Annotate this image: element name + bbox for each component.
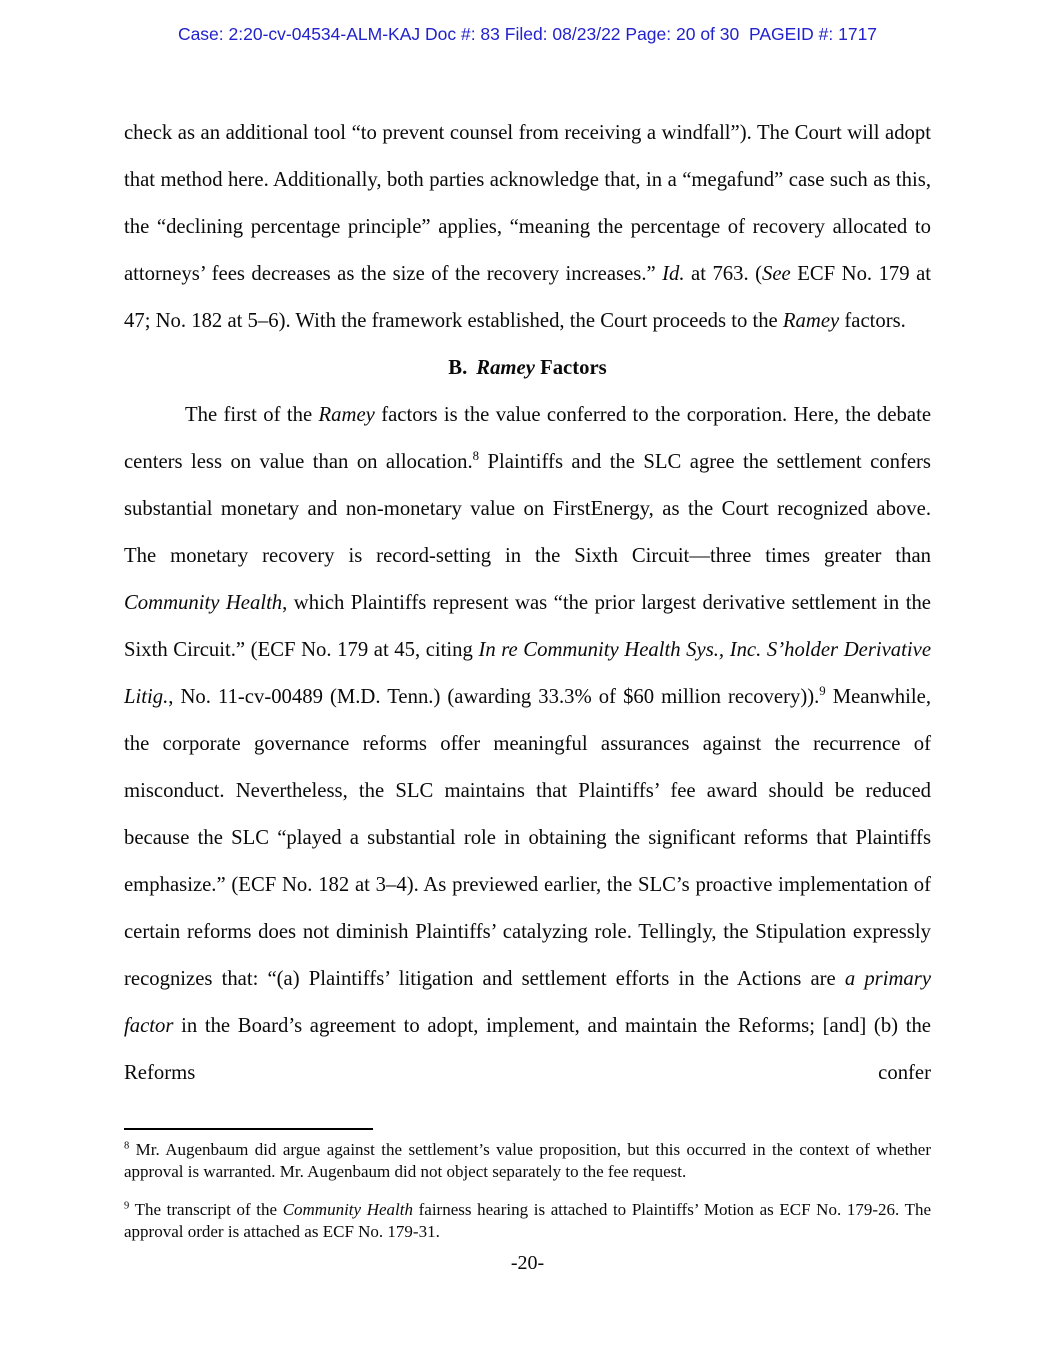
body-paragraph-2: The first of the Ramey factors is the value conferred to the corporation. Here, the debate centers less on value than on allocation.$^8$ Plaintiffs and the SLC agree the settlement confers substantial monetary and non-monetary value on FirstEnergy, as the Court recognized above. The monetary recovery is record-setting in the Sixth Circuit—three times greater than Community Health, which Plaintiffs represent was “the prior largest derivative settlement in the Sixth Circuit.” (ECF No. 179 at 45, citing In re Community Health Sys., Inc. S’holder Derivative Litig., No. 11-cv-00489 (M.D. Tenn.) (awarding 33.3% of $60 million recovery)).$^9$ Meanwhile, the corporate governance reforms offer meaningful assurances against the recurrence of misconduct. Nevertheless, the SLC maintains that Plaintiffs’ fee award should be reduced because the SLC “played a substantial role in obtaining the significant reforms that Plaintiffs emphasize.” (ECF No. 182 at 3–4). As previewed earlier, the SLC’s proactive implementation of certain reforms does not diminish Plaintiffs’ catalyzing role. Tellingly, the Stipulation expressly recognizes that: “(a) Plaintiffs’ litigation and settlement efforts in the Actions are a primary factor in the Board’s agreement to adopt, implement, and maintain the Reforms; [and] (b) the Reforms confer bbox=[124, 404, 932, 1084]
document-body bbox=[124, 110, 931, 1097]
case-stamp-header: Case: 2:20-cv-04534-ALM-KAJ Doc #: 83 Filed: 08/23/22 Page: 20 of 30 PAGEID #: 1717 bbox=[177, 24, 878, 44]
section-heading-number: B. bbox=[448, 357, 468, 379]
body-paragraph-1: check as an additional tool “to prevent counsel from receiving a windfall”). The Court will adopt that method here. Additionally, both parties acknowledge that, in a “megafund” case such as this, the “declining percentage principle” applies, “meaning the percentage of recovery allocated to attorneys’ fees decreases as the size of the recovery increases.” Id. at 763. (See ECF No. 179 at 47; No. 182 at 5–6). With the framework established, the Court proceeds to the Ramey factors. bbox=[124, 122, 932, 332]
footnote-8: $^8$ Mr. Augenbaum did argue against the settlement’s value proposition, but this occurred in the context of whether approval is warranted. Mr. Augenbaum did not object separately to the fee request. bbox=[124, 1140, 931, 1181]
footnote-section bbox=[124, 1128, 931, 1242]
section-heading-case-name: Ramey bbox=[476, 357, 535, 379]
section-heading-suffix: Factors bbox=[540, 357, 607, 379]
section-heading bbox=[124, 345, 931, 392]
footnote-9: $^9$ The transcript of the Community Health fairness hearing is attached to Plaintiffs’ Motion as ECF No. 179-26. The approval order is attached as ECF No. 179-31. bbox=[124, 1200, 931, 1241]
page-number: -20- bbox=[510, 1252, 545, 1274]
footnote-separator bbox=[124, 1128, 373, 1130]
